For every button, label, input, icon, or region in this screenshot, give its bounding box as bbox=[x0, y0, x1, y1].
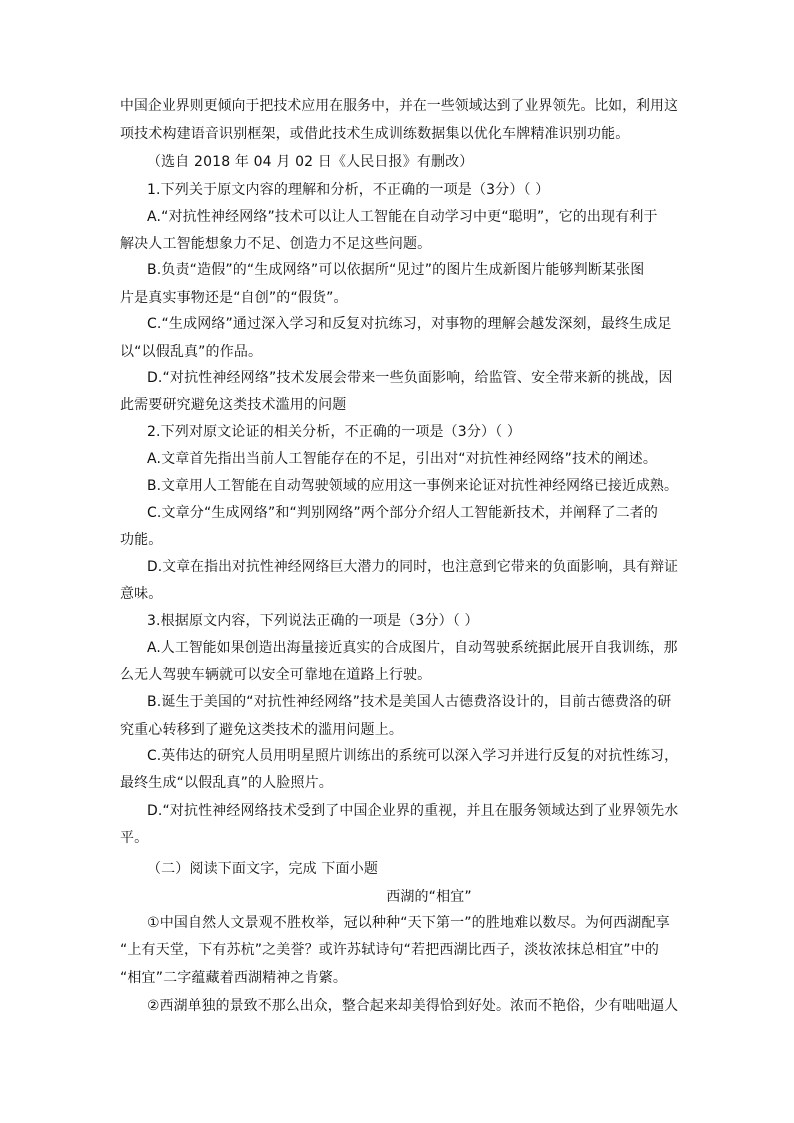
option-line: 此需要研究避免这类技术滥用的问题 bbox=[120, 397, 347, 413]
section-heading: （二）阅读下面文字，完成 下面小题 bbox=[147, 861, 378, 877]
option-line: D.“对抗性神经网络”技术发展会带来一些负面影响，给监管、安全带来新的挑战，因 bbox=[147, 370, 673, 386]
option-line: 意味。 bbox=[120, 586, 163, 602]
option-line: 究重心转移到了避免这类技术的滥用问题上。 bbox=[120, 722, 403, 738]
option-line: 么无人驾驶车辆就可以安全可靠地在道路上行驶。 bbox=[120, 667, 432, 683]
question-stem: 1.下列关于原文内容的理解和分析，不正确的一项是（3分）（ ） bbox=[147, 182, 550, 198]
option-line: 功能。 bbox=[120, 532, 163, 548]
option-line: 以“以假乱真”的作品。 bbox=[120, 344, 263, 360]
option-line: C.英伟达的研究人员用明星照片训练出的系统可以深入学习并进行反复的对抗性练习， bbox=[147, 748, 679, 764]
option-line: A.“对抗性神经网络”技术可以让人工智能在自动学习中更“聪明”，它的出现有利于 bbox=[147, 209, 658, 225]
option-line: B.诞生于美国的“对抗性神经网络”技术是美国人古德费洛设计的，目前古德费洛的研 bbox=[147, 694, 672, 710]
option-line: B.负责“造假”的“生成网络”可以依据所“见过”的图片生成新图片能够判断某张图 bbox=[147, 262, 645, 278]
option-line: A.人工智能如果创造出海量接近真实的合成图片，自动驾驶系统据此展开自我训练，那 bbox=[147, 640, 678, 656]
option-line: 最终生成“以假乱真”的人脸照片。 bbox=[120, 775, 333, 791]
paragraph-line: “相宜”二字蕴藏着西湖精神之肯綮。 bbox=[120, 970, 348, 986]
option-line: D.文章在指出对抗性神经网络巨大潜力的同时，也注意到它带来的负面影响，具有辩证 bbox=[147, 559, 679, 575]
option-line: A.文章首先指出当前人工智能存在的不足，引出对“对抗性神经网络”技术的阐述。 bbox=[147, 451, 657, 467]
source-citation: （选自 2018 年 04 月 02 日《人民日报》有删改） bbox=[147, 154, 474, 170]
passage-line: 项技术构建语音识别框架，或借此技术生成训练数据集以优化车牌精准识别功能。 bbox=[120, 126, 630, 142]
option-line: 片是真实事物还是“自创”的“假货”。 bbox=[120, 290, 348, 306]
option-line: C.“生成网络”通过深入学习和反复对抗练习，对事物的理解会越发深刻，最终生成足 bbox=[147, 316, 672, 332]
option-line: 解决人工智能想象力不足、创造力不足这些问题。 bbox=[120, 236, 432, 252]
question-stem: 2.下列对原文论证的相关分析，不正确的一项是（3分）（ ） bbox=[147, 424, 522, 440]
passage-line: 中国企业界则更倾向于把技术应用在服务中，并在一些领域达到了业界领先。比如，利用这 bbox=[120, 98, 679, 114]
option-line: B.文章用人工智能在自动驾驶领域的应用这一事例来论证对抗性神经网络已接近成熟。 bbox=[147, 478, 678, 494]
question-stem: 3.根据原文内容，下列说法正确的一项是（3分）（ ） bbox=[147, 613, 479, 629]
paragraph-line: ②西湖单独的景致不那么出众，整合起来却美得恰到好处。浓而不艳俗，少有咄咄逼人 bbox=[147, 998, 679, 1014]
option-line: D.“对抗性神经网络技术受到了中国企业界的重视，并且在服务领域达到了业界领先水 bbox=[147, 803, 679, 819]
paragraph-line: ①中国自然人文景观不胜枚举，冠以种种“天下第一”的胜地难以数尽。为何西湖配享 bbox=[147, 915, 670, 931]
option-line: 平。 bbox=[120, 830, 149, 846]
article-title: 西湖的“相宜” bbox=[386, 889, 472, 905]
paragraph-line: “上有天堂，下有苏杭”之美誉？或许苏轼诗句“若把西湖比西子，淡妆浓抹总相宜”中的 bbox=[120, 942, 660, 958]
option-line: C.文章分“生成网络”和“判别网络”两个部分介绍人工智能新技术，并阐释了二者的 bbox=[147, 505, 659, 521]
